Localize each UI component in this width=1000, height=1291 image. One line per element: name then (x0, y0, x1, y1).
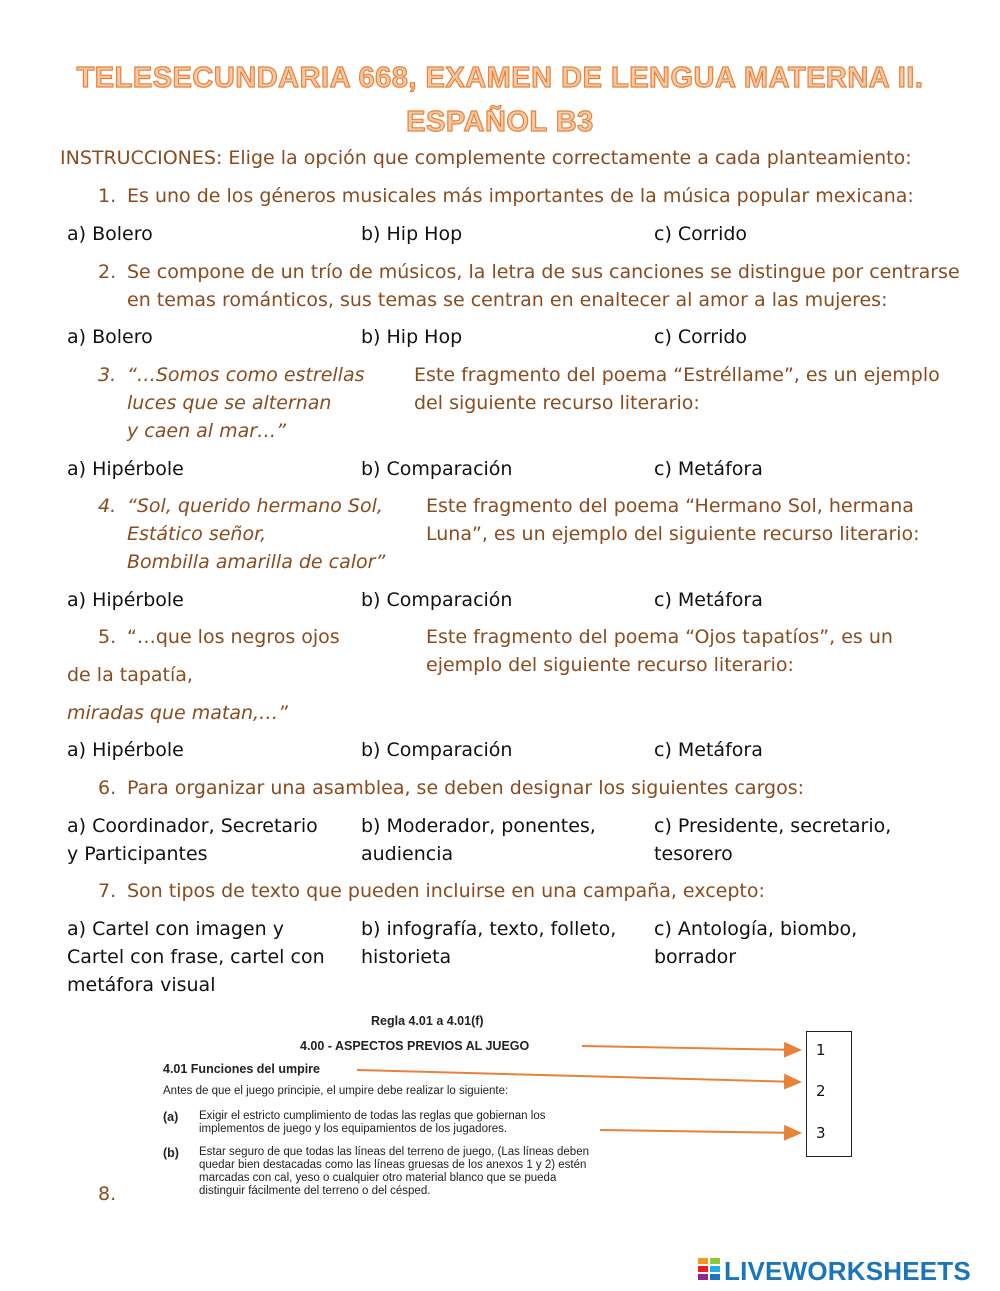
arrow-to-box-1 (582, 1046, 800, 1050)
question-4-poem-line2: Estático señor, (127, 523, 267, 545)
q2-option-a[interactable]: a) Bolero (67, 326, 153, 348)
question-5-poem-line1: “…que los negros ojos (127, 626, 340, 648)
figure-item-b-line1: Estar seguro de que todas las líneas del terreno de juego, (Las líneas deben (199, 1146, 589, 1158)
q5-option-b[interactable]: b) Comparación (361, 739, 513, 761)
q7-option-a-line1[interactable]: a) Cartel con imagen y (67, 918, 284, 940)
question-5-poem-line3: miradas que matan,…” (67, 702, 288, 724)
question-7-text: Son tipos de texto que pueden incluirse en una campaña, excepto: (127, 880, 765, 902)
answer-slot-2[interactable]: 2 (816, 1082, 826, 1100)
figure-intro: Antes de que el juego principie, el umpire debe realizar lo siguiente: (163, 1085, 509, 1097)
q2-option-c[interactable]: c) Corrido (654, 326, 748, 348)
question-2-text-line2: en temas románticos, sus temas se centran en enaltecer al amor a las mujeres: (127, 289, 888, 311)
question-4-number: 4. (98, 495, 117, 517)
q1-option-a[interactable]: a) Bolero (67, 223, 153, 245)
question-3-text-line2: del siguiente recurso literario: (414, 392, 700, 414)
question-2-number: 2. (98, 261, 117, 283)
instructions: INSTRUCCIONES: Elige la opción que complemente correctamente a cada planteamiento: (60, 147, 912, 169)
q7-option-c-line1[interactable]: c) Antología, biombo, (654, 918, 858, 940)
q7-option-a-line3[interactable]: metáfora visual (67, 974, 216, 996)
q7-option-b-line2[interactable]: historieta (361, 946, 452, 968)
q5-option-a[interactable]: a) Hipérbole (67, 739, 184, 761)
figure-item-b-line2: quedar bien destacadas como las líneas gruesas de los anexos 1 y 2) estén (199, 1159, 587, 1171)
q4-option-a[interactable]: a) Hipérbole (67, 589, 184, 611)
q4-option-b[interactable]: b) Comparación (361, 589, 513, 611)
question-6-number: 6. (98, 777, 117, 799)
question-1-number: 1. (98, 185, 117, 207)
question-5-text-line1: Este fragmento del poema “Ojos tapatíos”, es un (426, 626, 893, 648)
question-5-text-line2: ejemplo del siguiente recurso literario: (426, 654, 794, 676)
liveworksheets-logo-icon (698, 1258, 722, 1284)
q6-option-c-line2[interactable]: tesorero (654, 843, 733, 865)
figure-item-a-line2: implementos de juego y los equipamientos de los jugadores. (199, 1123, 508, 1135)
q6-option-a-line2[interactable]: y Participantes (67, 843, 208, 865)
question-4-poem-line3: Bombilla amarilla de calor” (127, 551, 386, 573)
q5-option-c[interactable]: c) Metáfora (654, 739, 763, 761)
question-8-number: 8. (98, 1183, 117, 1205)
figure-item-a-line1: Exigir el estricto cumplimiento de todas las reglas que gobiernan los (199, 1110, 546, 1122)
question-7-number: 7. (98, 880, 117, 902)
q6-option-a-line1[interactable]: a) Coordinador, Secretario (67, 815, 318, 837)
question-4-text-line1: Este fragmento del poema “Hermano Sol, hermana (426, 495, 914, 517)
figure-item-b-line3: marcadas con cal, yeso o cualquier otro material blanco que se pueda (199, 1172, 557, 1184)
q6-option-b-line1[interactable]: b) Moderador, ponentes, (361, 815, 596, 837)
arrow-to-box-2 (357, 1070, 800, 1082)
liveworksheets-logo-text: LIVEWORKSHEETS (724, 1256, 971, 1286)
question-6-text: Para organizar una asamblea, se deben designar los siguientes cargos: (127, 777, 805, 799)
answer-slot-3[interactable]: 3 (816, 1124, 826, 1142)
question-4-poem-line1: “Sol, querido hermano Sol, (127, 495, 383, 517)
q6-option-c-line1[interactable]: c) Presidente, secretario, (654, 815, 892, 837)
q3-option-c[interactable]: c) Metáfora (654, 458, 763, 480)
figure-section-heading: 4.00 - ASPECTOS PREVIOS AL JUEGO (300, 1039, 530, 1053)
q1-option-b[interactable]: b) Hip Hop (361, 223, 463, 245)
figure-item-b-label: (b) (163, 1146, 179, 1160)
figure-item-b-line4: distinguir fácilmente del terreno o del césped. (199, 1185, 431, 1197)
question-3-text-line1: Este fragmento del poema “Estréllame”, es un ejemplo (414, 364, 940, 386)
question-5-poem-line2: de la tapatía, (67, 664, 193, 686)
answer-slot-1[interactable]: 1 (816, 1041, 826, 1059)
figure-subsection-heading: 4.01 Funciones del umpire (163, 1062, 320, 1076)
question-3-poem-line2: luces que se alternan (127, 392, 332, 414)
question-3-poem-line1: “…Somos como estrellas (127, 364, 365, 386)
answer-box (806, 1031, 852, 1157)
q2-option-b[interactable]: b) Hip Hop (361, 326, 463, 348)
question-5-number: 5. (98, 626, 117, 648)
q7-option-b-line1[interactable]: b) infografía, texto, folleto, (361, 918, 617, 940)
q4-option-c[interactable]: c) Metáfora (654, 589, 763, 611)
page-subtitle: ESPAÑOL B3 (406, 106, 594, 138)
arrow-to-box-3 (600, 1130, 800, 1133)
q7-option-c-line2[interactable]: borrador (654, 946, 737, 968)
figure-item-a-label: (a) (163, 1110, 179, 1124)
q3-option-a[interactable]: a) Hipérbole (67, 458, 184, 480)
figure-rule-title: Regla 4.01 a 4.01(f) (371, 1014, 484, 1028)
question-3-poem-line3: y caen al mar…” (127, 420, 286, 442)
question-1-text: Es uno de los géneros musicales más importantes de la música popular mexicana: (127, 185, 914, 207)
page-title: TELESECUNDARIA 668, EXAMEN DE LENGUA MATERNA II. (76, 62, 924, 94)
question-2-text-line1: Se compone de un trío de músicos, la letra de sus canciones se distingue por centrarse (127, 261, 960, 283)
q1-option-c[interactable]: c) Corrido (654, 223, 748, 245)
question-4-text-line2: Luna”, es un ejemplo del siguiente recurso literario: (426, 523, 920, 545)
q3-option-b[interactable]: b) Comparación (361, 458, 513, 480)
q7-option-a-line2[interactable]: Cartel con frase, cartel con (67, 946, 325, 968)
question-3-number: 3. (98, 364, 117, 386)
q6-option-b-line2[interactable]: audiencia (361, 843, 454, 865)
